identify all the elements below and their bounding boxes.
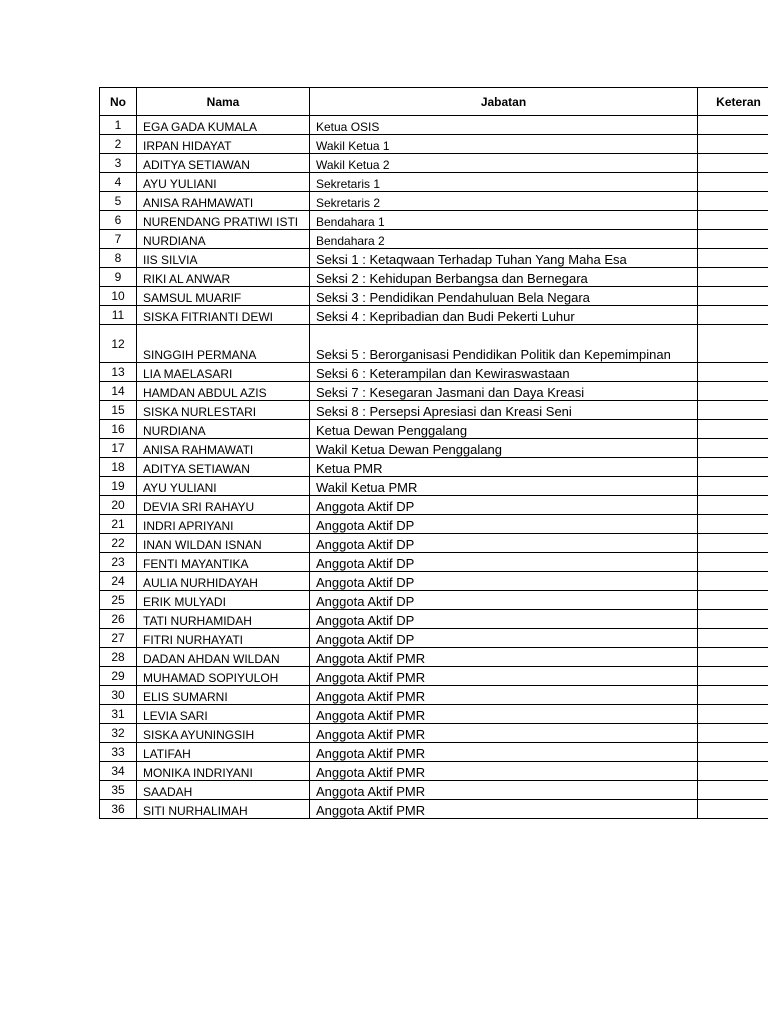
cell-nama: AULIA NURHIDAYAH [137, 572, 310, 591]
cell-keterangan [698, 458, 768, 477]
cell-jabatan: Anggota Aktif DP [310, 629, 698, 648]
cell-jabatan: Ketua Dewan Penggalang [310, 420, 698, 439]
cell-nama: NURDIANA [137, 420, 310, 439]
cell-jabatan: Seksi 6 : Keterampilan dan Kewiraswastaan [310, 363, 698, 382]
cell-no: 22 [100, 534, 137, 553]
cell-nama: INAN WILDAN ISNAN [137, 534, 310, 553]
cell-nama: SAMSUL MUARIF [137, 287, 310, 306]
cell-nama: ADITYA SETIAWAN [137, 458, 310, 477]
cell-keterangan [698, 173, 768, 192]
cell-no: 34 [100, 762, 137, 781]
cell-keterangan [698, 610, 768, 629]
header-no: No [100, 88, 137, 116]
table-row [100, 192, 768, 211]
cell-nama: DEVIA SRI RAHAYU [137, 496, 310, 515]
table-row [100, 686, 768, 705]
cell-no: 16 [100, 420, 137, 439]
cell-jabatan: Wakil Ketua 2 [310, 154, 698, 173]
table-row [100, 306, 768, 325]
cell-nama: MONIKA INDRIYANI [137, 762, 310, 781]
cell-keterangan [698, 496, 768, 515]
cell-nama: AYU YULIANI [137, 477, 310, 496]
cell-no: 12 [100, 325, 137, 363]
table-row [100, 325, 768, 363]
cell-no: 19 [100, 477, 137, 496]
cell-jabatan: Anggota Aktif PMR [310, 705, 698, 724]
table-row [100, 610, 768, 629]
cell-no: 32 [100, 724, 137, 743]
cell-keterangan [698, 724, 768, 743]
cell-nama: NURENDANG PRATIWI ISTI [137, 211, 310, 230]
member-table [99, 87, 768, 819]
cell-jabatan: Ketua OSIS [310, 116, 698, 135]
cell-keterangan [698, 363, 768, 382]
cell-keterangan [698, 382, 768, 401]
cell-nama: EGA GADA KUMALA [137, 116, 310, 135]
cell-jabatan: Anggota Aktif PMR [310, 781, 698, 800]
table-row [100, 173, 768, 192]
cell-keterangan [698, 629, 768, 648]
table-row [100, 724, 768, 743]
cell-jabatan: Ketua PMR [310, 458, 698, 477]
cell-keterangan [698, 591, 768, 610]
cell-keterangan [698, 534, 768, 553]
cell-no: 27 [100, 629, 137, 648]
cell-nama: TATI NURHAMIDAH [137, 610, 310, 629]
table-row [100, 458, 768, 477]
table-row [100, 287, 768, 306]
cell-jabatan: Bendahara 1 [310, 211, 698, 230]
cell-nama: INDRI APRIYANI [137, 515, 310, 534]
table-row [100, 667, 768, 686]
cell-no: 25 [100, 591, 137, 610]
cell-jabatan: Anggota Aktif DP [310, 534, 698, 553]
table-row [100, 496, 768, 515]
cell-keterangan [698, 249, 768, 268]
cell-nama: SISKA FITRIANTI DEWI [137, 306, 310, 325]
cell-jabatan: Seksi 2 : Kehidupan Berbangsa dan Bernegara [310, 268, 698, 287]
cell-no: 13 [100, 363, 137, 382]
cell-nama: LEVIA SARI [137, 705, 310, 724]
cell-jabatan: Seksi 3 : Pendidikan Pendahuluan Bela Negara [310, 287, 698, 306]
table-row [100, 135, 768, 154]
cell-jabatan: Seksi 4 : Kepribadian dan Budi Pekerti Luhur [310, 306, 698, 325]
cell-no: 21 [100, 515, 137, 534]
table-row [100, 515, 768, 534]
table-row [100, 477, 768, 496]
cell-keterangan [698, 667, 768, 686]
table-header [100, 88, 768, 116]
cell-keterangan [698, 553, 768, 572]
cell-no: 26 [100, 610, 137, 629]
cell-keterangan [698, 743, 768, 762]
header-jabatan: Jabatan [310, 88, 698, 116]
cell-jabatan: Anggota Aktif DP [310, 572, 698, 591]
cell-no: 5 [100, 192, 137, 211]
cell-no: 29 [100, 667, 137, 686]
cell-nama: IIS SILVIA [137, 249, 310, 268]
cell-keterangan [698, 420, 768, 439]
cell-jabatan: Wakil Ketua 1 [310, 135, 698, 154]
cell-jabatan: Anggota Aktif DP [310, 553, 698, 572]
cell-nama: MUHAMAD SOPIYULOH [137, 667, 310, 686]
table-row [100, 648, 768, 667]
cell-jabatan: Sekretaris 1 [310, 173, 698, 192]
cell-jabatan: Anggota Aktif DP [310, 496, 698, 515]
cell-jabatan: Anggota Aktif DP [310, 515, 698, 534]
cell-nama: SISKA NURLESTARI [137, 401, 310, 420]
cell-nama: ANISA RAHMAWATI [137, 439, 310, 458]
cell-no: 28 [100, 648, 137, 667]
cell-no: 10 [100, 287, 137, 306]
cell-jabatan: Anggota Aktif PMR [310, 762, 698, 781]
cell-no: 7 [100, 230, 137, 249]
cell-jabatan: Anggota Aktif PMR [310, 686, 698, 705]
cell-jabatan: Bendahara 2 [310, 230, 698, 249]
cell-keterangan [698, 268, 768, 287]
table-row [100, 420, 768, 439]
cell-jabatan: Wakil Ketua Dewan Penggalang [310, 439, 698, 458]
cell-keterangan [698, 515, 768, 534]
cell-jabatan: Seksi 1 : Ketaqwaan Terhadap Tuhan Yang Maha Esa [310, 249, 698, 268]
cell-nama: SITI NURHALIMAH [137, 800, 310, 819]
cell-no: 11 [100, 306, 137, 325]
cell-keterangan [698, 116, 768, 135]
cell-jabatan: Seksi 8 : Persepsi Apresiasi dan Kreasi Seni [310, 401, 698, 420]
cell-jabatan: Anggota Aktif DP [310, 610, 698, 629]
cell-keterangan [698, 135, 768, 154]
cell-keterangan [698, 325, 768, 363]
table-row [100, 268, 768, 287]
cell-no: 23 [100, 553, 137, 572]
cell-no: 18 [100, 458, 137, 477]
table-row [100, 249, 768, 268]
cell-no: 4 [100, 173, 137, 192]
cell-keterangan [698, 401, 768, 420]
cell-keterangan [698, 192, 768, 211]
cell-nama: NURDIANA [137, 230, 310, 249]
table-row [100, 743, 768, 762]
cell-no: 9 [100, 268, 137, 287]
table-row [100, 800, 768, 819]
cell-jabatan: Anggota Aktif DP [310, 591, 698, 610]
header-nama: Nama [137, 88, 310, 116]
cell-jabatan: Anggota Aktif PMR [310, 724, 698, 743]
cell-keterangan [698, 439, 768, 458]
cell-jabatan: Seksi 7 : Kesegaran Jasmani dan Daya Kreasi [310, 382, 698, 401]
cell-jabatan: Seksi 5 : Berorganisasi Pendidikan Politik dan Kepemimpinan [310, 325, 698, 363]
table-row [100, 781, 768, 800]
cell-keterangan [698, 686, 768, 705]
cell-no: 24 [100, 572, 137, 591]
table-row [100, 762, 768, 781]
cell-nama: DADAN AHDAN WILDAN [137, 648, 310, 667]
cell-nama: FITRI NURHAYATI [137, 629, 310, 648]
table-row [100, 230, 768, 249]
cell-nama: ERIK MULYADI [137, 591, 310, 610]
table-row [100, 705, 768, 724]
cell-nama: HAMDAN ABDUL AZIS [137, 382, 310, 401]
cell-nama: FENTI MAYANTIKA [137, 553, 310, 572]
cell-no: 17 [100, 439, 137, 458]
cell-no: 30 [100, 686, 137, 705]
cell-nama: IRPAN HIDAYAT [137, 135, 310, 154]
cell-no: 1 [100, 116, 137, 135]
table-body [100, 116, 768, 819]
table-row [100, 572, 768, 591]
cell-nama: AYU YULIANI [137, 173, 310, 192]
cell-keterangan [698, 211, 768, 230]
cell-no: 8 [100, 249, 137, 268]
cell-keterangan [698, 154, 768, 173]
table-row [100, 154, 768, 173]
cell-keterangan [698, 287, 768, 306]
header-keterangan: Keteran [698, 88, 768, 116]
cell-no: 33 [100, 743, 137, 762]
cell-nama: LIA MAELASARI [137, 363, 310, 382]
cell-no: 6 [100, 211, 137, 230]
cell-no: 35 [100, 781, 137, 800]
cell-keterangan [698, 477, 768, 496]
table-row [100, 439, 768, 458]
cell-no: 2 [100, 135, 137, 154]
cell-nama: SAADAH [137, 781, 310, 800]
cell-no: 31 [100, 705, 137, 724]
table-row [100, 591, 768, 610]
header-row [100, 88, 768, 116]
cell-nama: RIKI AL ANWAR [137, 268, 310, 287]
cell-nama: ELIS SUMARNI [137, 686, 310, 705]
cell-jabatan: Sekretaris 2 [310, 192, 698, 211]
cell-nama: LATIFAH [137, 743, 310, 762]
cell-keterangan [698, 230, 768, 249]
cell-no: 3 [100, 154, 137, 173]
cell-nama: ANISA RAHMAWATI [137, 192, 310, 211]
cell-no: 14 [100, 382, 137, 401]
cell-no: 15 [100, 401, 137, 420]
table-row [100, 534, 768, 553]
cell-no: 36 [100, 800, 137, 819]
cell-nama: SISKA AYUNINGSIH [137, 724, 310, 743]
cell-nama: SINGGIH PERMANA [137, 325, 310, 363]
cell-jabatan: Anggota Aktif PMR [310, 667, 698, 686]
cell-jabatan: Anggota Aktif PMR [310, 648, 698, 667]
cell-no: 20 [100, 496, 137, 515]
cell-jabatan: Wakil Ketua PMR [310, 477, 698, 496]
table-row [100, 363, 768, 382]
cell-keterangan [698, 648, 768, 667]
table-row [100, 553, 768, 572]
table-row [100, 629, 768, 648]
cell-keterangan [698, 306, 768, 325]
cell-nama: ADITYA SETIAWAN [137, 154, 310, 173]
table-row [100, 401, 768, 420]
table-row [100, 116, 768, 135]
table-row [100, 211, 768, 230]
cell-jabatan: Anggota Aktif PMR [310, 800, 698, 819]
table-row [100, 382, 768, 401]
cell-keterangan [698, 705, 768, 724]
cell-keterangan [698, 781, 768, 800]
cell-keterangan [698, 800, 768, 819]
cell-keterangan [698, 762, 768, 781]
cell-keterangan [698, 572, 768, 591]
cell-jabatan: Anggota Aktif PMR [310, 743, 698, 762]
